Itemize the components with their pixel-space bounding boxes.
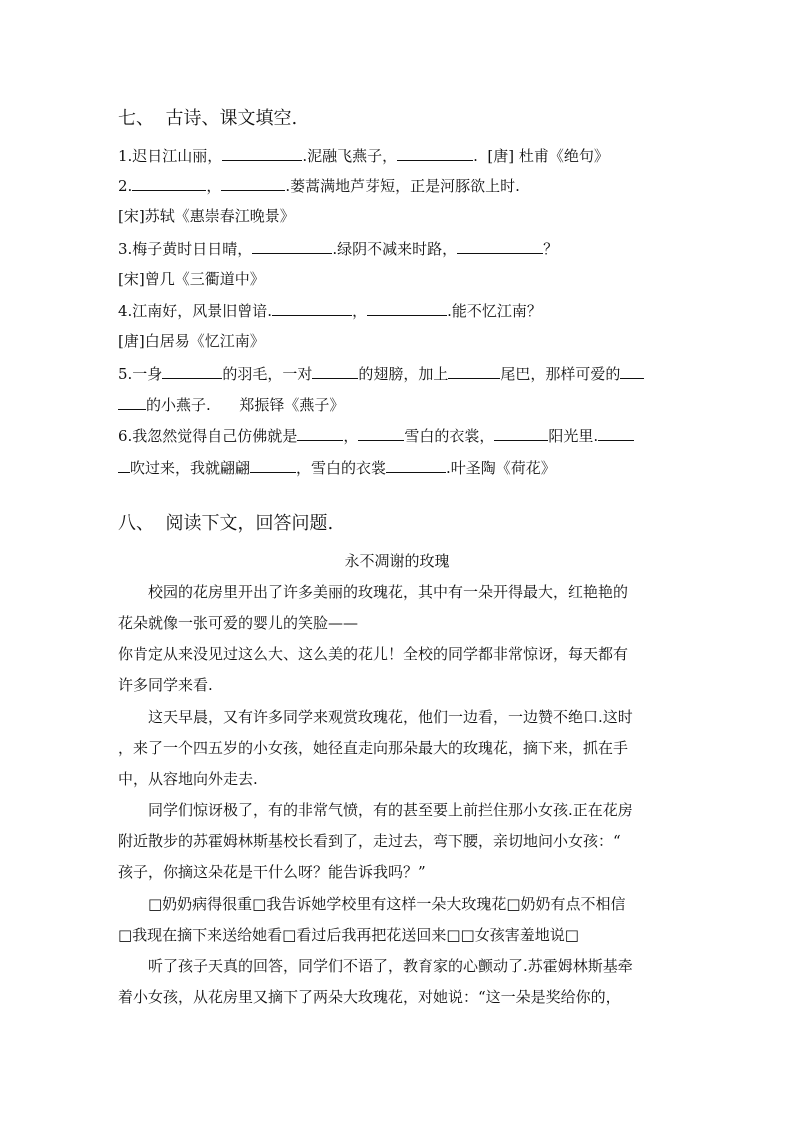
q6-text-c: 雪白的衣裳， [404,427,495,445]
q6-line2-text-a: 吹过来，我就翩翩 [130,459,251,477]
passage-line: 这天早晨，又有许多同学来观赏玫瑰花，他们一边看，一边赞不绝口.这时 [148,708,633,726]
question-6-line-2 [118,458,556,477]
q4-blank-2[interactable] [367,301,447,316]
passage-line: □奶奶病得很重□我告诉她学校里有这样一朵大玫瑰花□奶奶有点不相信 [148,895,626,913]
q3-blank-2[interactable] [457,239,543,254]
q5-blank-3[interactable] [448,364,500,379]
passage-line: □我现在摘下来送给她看□看过后我再把花送回来□□女孩害羞地说□ [118,926,579,944]
q1-text-b: .泥融飞燕子， [302,147,398,165]
question-5 [118,364,644,383]
q6-blank-1[interactable] [297,426,343,441]
q5-text-b: 的羽毛，一对 [222,365,313,383]
passage-line: ，来了一个四五岁的小女孩，她径直走向那朵最大的玫瑰花，摘下来，抓在手 [118,739,629,757]
q6-blank-6[interactable] [386,458,446,473]
passage-line: 着小女孩，从花房里又摘下了两朵大玫瑰花，对她说：“这一朵是奖给你的， [118,988,621,1006]
passage-line: 孩子，你摘这朵花是干什么呀？能告诉我吗？” [118,863,426,881]
q1-blank-2[interactable] [397,146,473,161]
question-1 [118,146,609,165]
question-5-line-2 [118,395,344,414]
passage-line: 同学们惊讶极了，有的非常气愤，有的甚至要上前拦住那小女孩.正在花房 [148,801,633,819]
q5-line2-text: 的小燕子. 郑振铎《燕子》 [146,396,345,414]
q5-text-c: 的翅膀，加上 [358,365,449,383]
q3-text-b: .绿阴不减来时路， [332,240,458,258]
q1-text-a: 1.迟日江山丽， [118,147,223,165]
question-2 [118,176,520,195]
question-3-source: [宋]曾几《三衢道中》 [118,270,265,288]
q6-text-a: 6.我忽然觉得自己仿佛就是 [118,427,298,445]
q3-text-c: ？ [543,240,559,258]
q6-line2-text-c: .叶圣陶《荷花》 [446,459,556,477]
q5-text-a: 5.一身 [118,365,163,383]
q6-text-b: ， [343,427,359,445]
passage-line: 附近散步的苏霍姆林斯基校长看到了，走过去，弯下腰，亲切地问小女孩：“ [118,832,621,850]
question-4-source: [唐]白居易《忆江南》 [118,332,265,350]
q2-text-b: ， [206,177,222,195]
q1-blank-1[interactable] [222,146,302,161]
q2-text-c: .蒌蒿满地芦芽短，正是河豚欲上时. [285,177,520,195]
passage-line: 花朵就像一张可爱的婴儿的笑脸—— [118,614,359,632]
question-2-source: [宋]苏轼《惠崇春江晚景》 [118,207,295,225]
q5-text-d: 尾巴，那样可爱的 [500,365,621,383]
q5-blank-1[interactable] [162,364,222,379]
question-6 [118,426,634,445]
q6-blank-2[interactable] [358,426,404,441]
q1-text-c: . [唐] 杜甫《绝句》 [473,147,609,165]
q4-blank-1[interactable] [272,301,352,316]
passage-line: 听了孩子天真的回答，同学们不语了，教育家的心颤动了.苏霍姆林斯基牵 [148,957,633,975]
q4-text-a: 4.江南好，风景旧曾谙. [118,302,273,320]
q6-text-d: 阳光里. [548,427,599,445]
q6-blank-4a[interactable] [598,426,634,441]
passage-title: 永不凋谢的玫瑰 [344,552,450,570]
q4-text-c: .能不忆江南？ [447,302,542,320]
q6-blank-5[interactable] [250,458,296,473]
passage-line: 你肯定从来没见过这么大、这么美的花儿！全校的同学都非常惊讶，每天都有 [118,645,629,663]
q2-text-a: 2. [118,177,133,195]
q5-blank-4a[interactable] [620,364,644,379]
q3-text-a: 3.梅子黄时日日晴， [118,240,253,258]
q4-text-b: ， [352,302,368,320]
section-8-heading: 八、 阅读下文，回答问题. [118,513,334,534]
passage-line: 校园的花房里开出了许多美丽的玫瑰花，其中有一朵开得最大，红艳艳的 [148,583,629,601]
passage-line: 中，从容地向外走去. [118,770,258,788]
q2-blank-1[interactable] [132,176,206,191]
q2-blank-2[interactable] [221,176,285,191]
question-4 [118,301,542,320]
q5-blank-4b[interactable] [118,395,146,410]
q6-line2-text-b: ，雪白的衣裳 [296,459,387,477]
q5-blank-2[interactable] [312,364,358,379]
section-7-heading: 七、 古诗、课文填空. [118,108,298,129]
q6-blank-3[interactable] [494,426,548,441]
question-3 [118,239,558,258]
passage-line: 许多同学来看. [118,676,213,694]
q3-blank-1[interactable] [252,239,332,254]
q6-blank-4b[interactable] [118,458,130,473]
